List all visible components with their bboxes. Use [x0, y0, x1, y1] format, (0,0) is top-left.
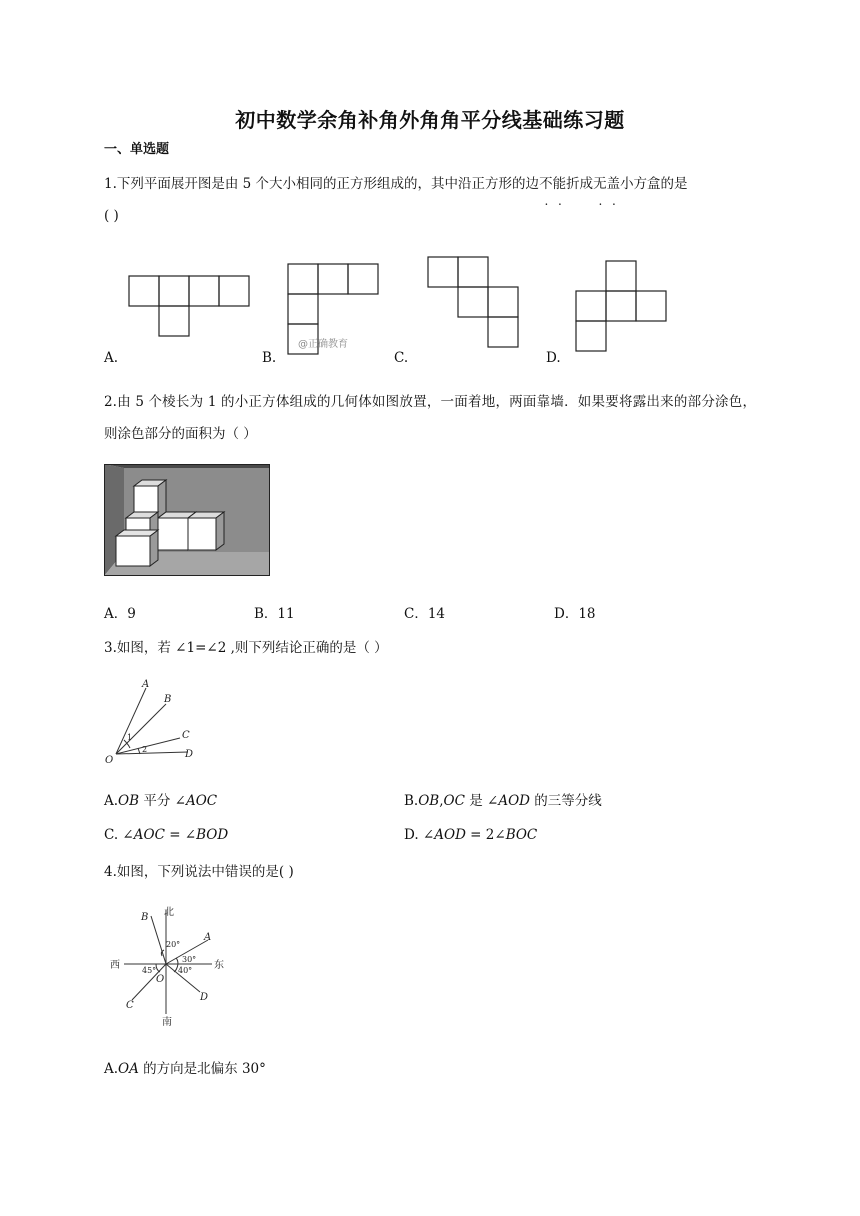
q2-option-a: A．9 [104, 606, 136, 622]
q2-option-d: D．18 [554, 606, 596, 622]
fig4-label-c: C [126, 1000, 134, 1011]
net-d [576, 261, 666, 351]
q3-option-a: A.OB 平分 ∠AOC [104, 793, 218, 809]
q3-option-c: C. ∠AOC = ∠BOD [104, 827, 229, 843]
fig4-label-east: 东 [214, 960, 224, 971]
q1-option-b: B. [262, 350, 277, 366]
fig4-label-b: B [141, 912, 149, 923]
fig4-label-west: 西 [110, 960, 120, 971]
fig3-label-c: C [182, 730, 190, 741]
fig4-label-south: 南 [162, 1017, 172, 1028]
fig4-label-a: A [204, 932, 212, 943]
q2-option-b: B．11 [254, 606, 295, 622]
fig3-label-a: A [142, 679, 150, 690]
fig3-label-o: O [105, 755, 114, 766]
fig4-label-d: D [200, 992, 209, 1003]
q4-option-a: A.OA 的方向是北偏东 30° [104, 1061, 266, 1077]
fig3-label-b: B [164, 694, 172, 705]
question-1-stem: 1.下列平面展开图是由 5 个大小相同的正方形组成的，其中沿正方形的边不能折成无盖小方盒的是 ( ) [104, 176, 688, 224]
question-4-stem: 4.如图，下列说法中错误的是( ) [104, 864, 294, 880]
fig4-label-o: O [156, 974, 165, 985]
q1-option-d: D. [546, 350, 561, 366]
fig3-label-d: D [185, 749, 194, 760]
section-heading: 一、单选题 [104, 142, 170, 157]
question-2-stem: 2.由 5 个棱长为 1 的小正方体组成的几何体如图放置，一面着地，两面靠墙．如果要将露出来的部分涂色，则涂色部分的面积为（ ） [104, 394, 756, 442]
q2-option-c: C．14 [404, 606, 446, 622]
q1-option-a: A. [104, 350, 119, 366]
fig4-angle-30: 30° [182, 955, 197, 964]
fig3-label-angle1: 1 [127, 733, 133, 742]
question-1-nets-figure [0, 250, 860, 360]
q3-option-b: B.OB,OC 是 ∠AOD 的三等分线 [404, 793, 602, 809]
question-4-compass-figure [104, 900, 234, 1034]
question-3-stem: 3.如图，若 ∠1=∠2 ,则下列结论正确的是（ ） [104, 640, 388, 656]
fig4-angle-45: 45° [142, 966, 157, 975]
question-3-angle-figure [100, 676, 210, 768]
fig4-angle-40: 40° [178, 966, 193, 975]
question-2-cubes-figure [104, 464, 270, 576]
net-c [428, 257, 518, 347]
fig3-label-angle2: 2 [142, 745, 148, 754]
page-title: 初中数学余角补角外角角平分线基础练习题 [235, 108, 625, 132]
fig4-angle-20: 20° [166, 940, 181, 949]
q1-option-c: C. [394, 350, 409, 366]
q3-option-d: D. ∠AOD = 2∠BOC [404, 827, 538, 843]
watermark: @正确教育 [298, 339, 348, 350]
net-a [129, 276, 249, 336]
fig4-label-north: 北 [164, 907, 174, 918]
